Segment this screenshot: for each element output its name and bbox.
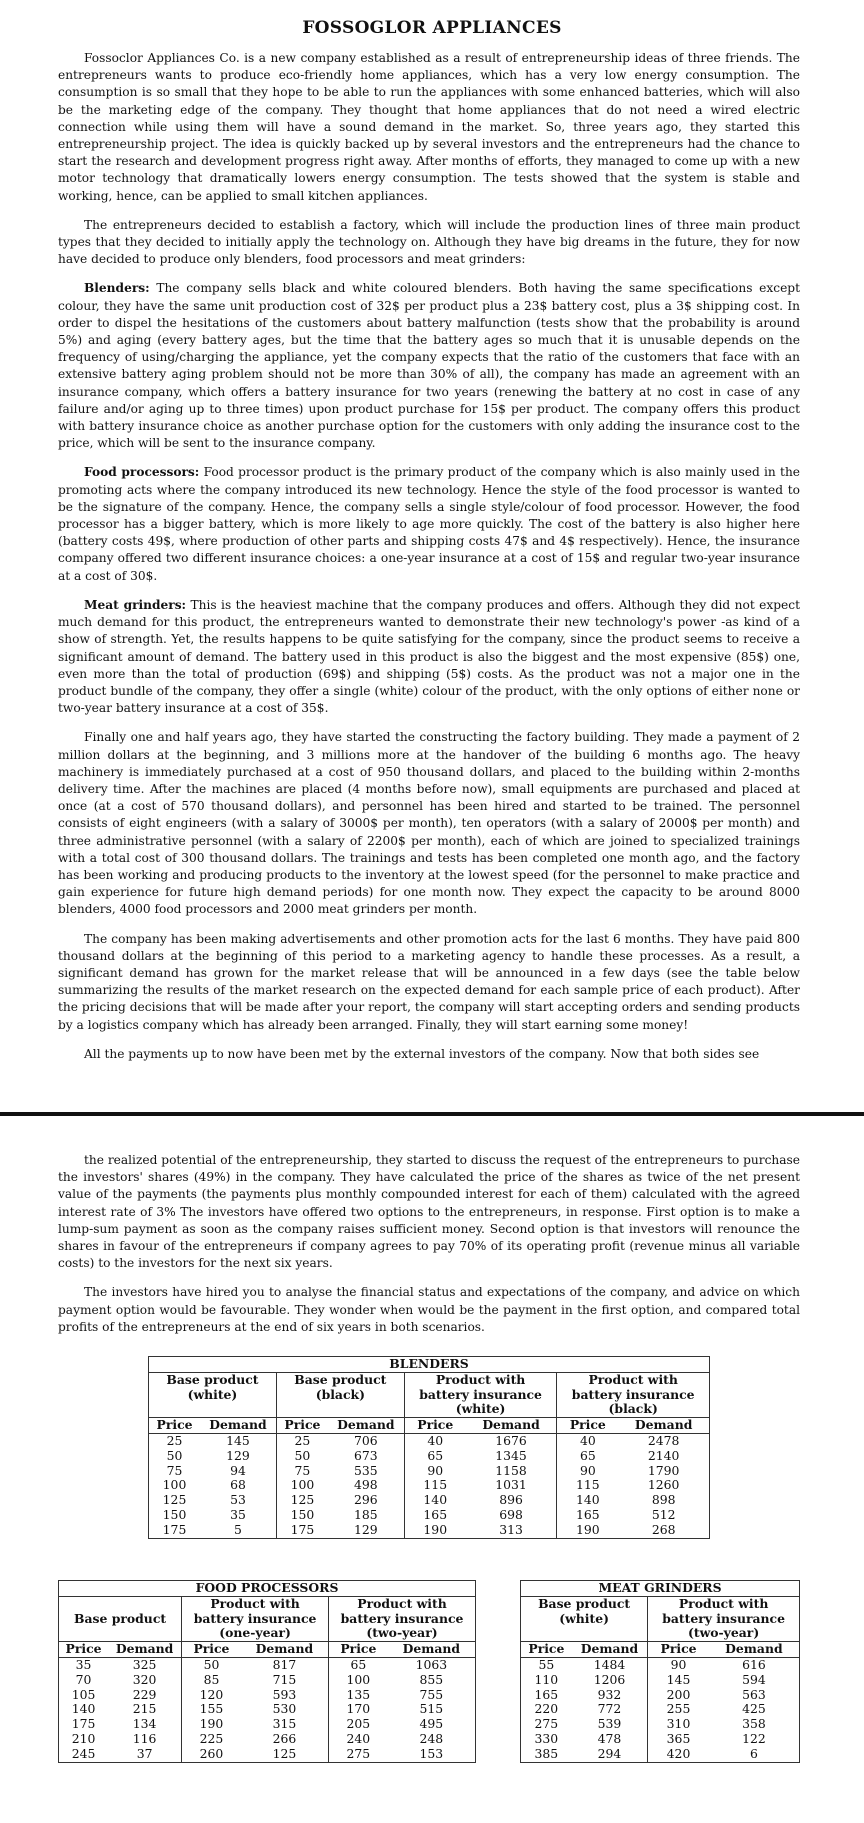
table-row: [149, 1523, 710, 1538]
table-row: [59, 1732, 476, 1747]
paragraph-text: Fossoclor Appliances Co. is a new company established as a result of entrepreneurship ideas of three friends. The entrepreneurs wants to produce eco-friendly home appliances, which has a very low energy consumption. The consumption is so small that they hope to be able to run the appliances with some enhanced batteries, which will also be the marketing edge of the company. They thought that home appliances that do not need a wired electric connection while using them will have a sound demand in the market. So, three years ago, they started this entrepreneurship project. The idea is quickly backed up by several investors and the entrepreneurs had the chance to start the research and development progress right away. After months of efforts, they managed to come up with a new motor technology that dramatically lowers energy consumption. The tests showed that the system is stable and working, hence, can be applied to small kitchen appliances.: [58, 51, 800, 203]
price-cell: 90: [404, 1464, 465, 1479]
demand-cell: 125: [241, 1747, 329, 1762]
demand-cell: 715: [272, 1671, 297, 1687]
group-header: Base product: [276, 1372, 404, 1387]
demand-cell: 215: [132, 1701, 157, 1717]
price-cell: 175: [276, 1523, 328, 1538]
group-header: [149, 1402, 277, 1417]
price-cell: 365: [648, 1732, 709, 1747]
demand-cell: 755: [388, 1688, 476, 1703]
price-cell: 150: [149, 1508, 201, 1523]
price-cell: 385: [521, 1747, 572, 1762]
page-2-text: [58, 1152, 800, 1348]
group-header: Base product: [59, 1596, 182, 1641]
demand-cell: 1063: [388, 1657, 476, 1672]
group-header: (white): [521, 1612, 648, 1627]
price-cell: 260: [182, 1747, 241, 1762]
price-cell: 205: [329, 1717, 388, 1732]
page-1-text: [58, 50, 800, 1075]
demand-cell: 266: [272, 1730, 297, 1746]
paragraph-text: All the payments up to now have been met by the external investors of the company. Now that both sides see: [84, 1046, 760, 1061]
meat-grinders-caption: MEAT GRINDERS: [521, 1581, 800, 1597]
price-cell: 100: [149, 1478, 201, 1493]
demand-cell: 294: [572, 1747, 648, 1762]
group-header: Base product: [521, 1596, 648, 1611]
price-cell: 75: [276, 1464, 328, 1479]
blenders-table: [148, 1356, 710, 1539]
paragraph: [58, 1152, 800, 1272]
price-cell: 190: [404, 1523, 465, 1538]
table-row: [59, 1747, 476, 1762]
price-cell: 255: [648, 1702, 709, 1717]
col-price: Price: [182, 1642, 241, 1658]
demand-cell: 185: [354, 1506, 378, 1522]
demand-cell: 425: [709, 1702, 800, 1717]
group-header: battery insurance: [404, 1388, 557, 1403]
col-price: Price: [276, 1418, 328, 1434]
table-row: [149, 1508, 710, 1523]
demand-cell: 37: [108, 1747, 182, 1762]
col-demand: Demand: [241, 1642, 329, 1658]
group-header: [521, 1626, 648, 1641]
price-cell: 65: [557, 1449, 618, 1464]
group-header: (white): [149, 1388, 277, 1403]
price-cell: 110: [521, 1673, 572, 1688]
demand-cell: 898: [618, 1493, 709, 1508]
table-row: [521, 1717, 800, 1732]
price-cell: 70: [59, 1673, 109, 1688]
price-cell: 65: [404, 1449, 465, 1464]
table-row: [149, 1478, 710, 1493]
price-cell: 125: [276, 1493, 328, 1508]
demand-cell: 706: [354, 1432, 378, 1448]
meat-grinders-table: [520, 1580, 800, 1763]
paragraph: [58, 464, 800, 584]
demand-cell: 563: [709, 1688, 800, 1703]
price-cell: 115: [557, 1478, 618, 1493]
demand-cell: 539: [597, 1716, 622, 1732]
group-header: Product with: [557, 1372, 710, 1387]
demand-cell: 673: [354, 1447, 378, 1463]
col-demand: Demand: [572, 1642, 648, 1658]
price-cell: 240: [329, 1732, 388, 1747]
demand-cell: 932: [597, 1686, 622, 1702]
group-header: (black): [276, 1388, 404, 1403]
demand-cell: 594: [709, 1673, 800, 1688]
demand-cell: 2140: [618, 1449, 709, 1464]
demand-cell: 145: [226, 1432, 250, 1448]
col-demand: Demand: [200, 1418, 276, 1434]
demand-cell: 129: [226, 1447, 250, 1463]
demand-cell: 325: [132, 1656, 157, 1672]
price-cell: 165: [557, 1508, 618, 1523]
table-row: [521, 1732, 800, 1747]
demand-cell: 616: [709, 1657, 800, 1672]
demand-cell: 129: [328, 1523, 404, 1538]
demand-cell: 134: [132, 1716, 157, 1732]
price-cell: 40: [557, 1433, 618, 1448]
table-row: [59, 1717, 476, 1732]
page-2: [0, 1116, 864, 1823]
demand-cell: 35: [230, 1506, 246, 1522]
table-row: [521, 1702, 800, 1717]
demand-cell: 698: [499, 1506, 523, 1522]
blenders-caption: BLENDERS: [149, 1357, 710, 1373]
demand-cell: 94: [230, 1462, 246, 1478]
paragraph: [58, 1046, 800, 1063]
demand-cell: 1345: [495, 1447, 527, 1463]
paragraph-lead: Blenders:: [84, 281, 150, 296]
group-header: Product with: [329, 1596, 476, 1611]
price-cell: 330: [521, 1732, 572, 1747]
paragraph: [58, 597, 800, 717]
group-header: Product with: [182, 1596, 329, 1611]
col-demand: Demand: [466, 1418, 557, 1434]
paragraph-lead: Food processors:: [84, 465, 200, 480]
group-header: (two-year): [329, 1626, 476, 1641]
price-cell: 120: [182, 1688, 241, 1703]
table-row: [59, 1688, 476, 1703]
price-cell: 100: [329, 1673, 388, 1688]
paragraph: [58, 931, 800, 1034]
demand-cell: 358: [709, 1717, 800, 1732]
price-cell: 90: [557, 1464, 618, 1479]
demand-cell: 296: [354, 1492, 378, 1508]
col-demand: Demand: [328, 1418, 404, 1434]
paragraph-text: The company sells black and white coloured blenders. Both having the same specifications except colour, they have the same unit production cost of 32$ per product plus a 23$ battery cost, plus a 3$ shipping cost. In order to dispel the hesitations of the customers about battery malfunction (tests show that the probability is around 5%) and aging (every battery ages, but the time that the battery ages so much that it is unusable depends on the frequency of using/charging the appliance, yet the company expects that the ratio of the customers that face with an extensive battery aging problem should not be more than 30% of all), the company has made an agreement with an insurance company, which offers a battery insurance for two years (renewing the battery at no cost in case of any failure and/or aging up to three times) upon product purchase for 15$ per product. The company offers this product with battery insurance choice as another purchase option for the customers with only adding the insurance cost to the price, which will be sent to the insurance company.: [58, 281, 800, 451]
paragraph: [58, 1284, 800, 1336]
price-cell: 140: [59, 1702, 109, 1717]
paragraph: [58, 217, 800, 269]
price-cell: 85: [182, 1673, 241, 1688]
demand-cell: 53: [230, 1492, 246, 1508]
col-price: Price: [404, 1418, 465, 1434]
demand-cell: 855: [388, 1673, 476, 1688]
col-price: Price: [557, 1418, 618, 1434]
demand-cell: 1676: [495, 1432, 527, 1448]
col-price: Price: [648, 1642, 709, 1658]
paragraph-text: Finally one and half years ago, they have started the constructing the factory building. They made a payment of 2 million dollars at the beginning, and 3 millions more at the handover of the building 6 months ago. The heavy machinery is immediately purchased at a cost of 950 thousand dollars, and placed to the building within 2-months delivery time. After the machines are placed (4 months before now), small equipments are purchased and placed at once (at a cost of 570 thousand dollars), and personnel has been hired and started to be trained. The personnel consists of eight engineers (with a salary of 3000$ per month), ten operators (with a salary of 2000$ per month) and three administrative personnel (with a salary of 2200$ per month), each of which are joined to specialized trainings with a total cost of 300 thousand dollars. The trainings and tests has been completed one month ago, and the factory has been working and producing products to the inventory at the lowest speed (for the personnel to make practice and gain experience for future high demand periods) for one month now. They expect the capacity to be around 8000 blenders, 4000 food processors and 2000 meat grinders per month.: [58, 730, 800, 917]
document-title: FOSSOGLOR APPLIANCES: [302, 18, 562, 38]
table-row: [149, 1493, 710, 1508]
demand-cell: 593: [272, 1686, 297, 1702]
col-price: Price: [59, 1642, 109, 1658]
price-cell: 50: [276, 1449, 328, 1464]
table-row: [521, 1747, 800, 1762]
price-cell: 105: [59, 1688, 109, 1703]
demand-cell: 1260: [618, 1478, 709, 1493]
demand-cell: 817: [272, 1656, 297, 1672]
table-row: [59, 1657, 476, 1672]
price-cell: 190: [182, 1717, 241, 1732]
price-cell: 65: [329, 1657, 388, 1672]
table-row: [149, 1464, 710, 1479]
col-demand: Demand: [709, 1642, 800, 1658]
price-cell: 220: [521, 1702, 572, 1717]
price-cell: 170: [329, 1702, 388, 1717]
paragraph-text: Food processor product is the primary product of the company which is also mainly used in the promoting acts where the company introduced its new technology. Hence the style of the food processor is wanted to be the signature of the company. Hence, the company sells a single style/colour of food processor. However, the food processor has a bigger battery, which is more likely to age more quickly. The cost of the battery is also higher here (battery costs 49$, where production of other parts and shipping costs 47$ and 4$ respectively). Hence, the insurance company offered two different insurance choices: a one-year insurance at a cost of 15$ and regular two-year insurance at a cost of 30$.: [58, 465, 801, 583]
price-cell: 155: [182, 1702, 241, 1717]
price-cell: 165: [521, 1688, 572, 1703]
paragraph-lead: Meat grinders:: [84, 597, 187, 612]
price-cell: 55: [521, 1657, 572, 1672]
food-processors-table: [58, 1580, 476, 1763]
price-cell: 275: [521, 1717, 572, 1732]
demand-cell: 268: [618, 1523, 709, 1538]
demand-cell: 495: [388, 1717, 476, 1732]
table-row: [59, 1673, 476, 1688]
demand-cell: 315: [272, 1716, 297, 1732]
price-cell: 140: [557, 1493, 618, 1508]
demand-cell: 1206: [593, 1671, 626, 1687]
demand-cell: 6: [709, 1747, 800, 1762]
col-demand: Demand: [618, 1418, 709, 1434]
demand-cell: 313: [466, 1523, 557, 1538]
demand-cell: 530: [272, 1701, 297, 1717]
table-row: [521, 1657, 800, 1672]
price-cell: 135: [329, 1688, 388, 1703]
table-row: [521, 1688, 800, 1703]
demand-cell: 1790: [618, 1464, 709, 1479]
paragraph-text: the realized potential of the entrepreneurship, they started to discuss the request of the entrepreneurs to purchase the investors' shares (49%) in the company. They have calculated the price of the shares as twice of the net present value of the payments (the payments plus monthly compounded interest for each of them) calculated with the agreed interest rate of 3% The investors have offered two options to the entrepreneurs, in response. First option is to make a lump-sum payment as soon as the company raises sufficient money. Second option is that investors will renounce the shares in favour of the entrepreneurs if company agrees to pay 70% of its operating profit (revenue minus all variable costs) to the investors for the next six years.: [58, 1153, 800, 1271]
paragraph-text: The entrepreneurs decided to establish a factory, which will include the production lines of three main product types that they decided to initially apply the technology on. Although they have big dreams in the future, they for now have decided to produce only blenders, food processors and meat grinders:: [58, 217, 800, 267]
demand-cell: 2478: [618, 1433, 709, 1448]
demand-cell: 498: [354, 1477, 378, 1493]
price-cell: 140: [404, 1493, 465, 1508]
demand-cell: 1031: [495, 1477, 527, 1493]
table-row: [59, 1702, 476, 1717]
price-cell: 145: [648, 1673, 709, 1688]
group-header: (two-year): [648, 1626, 800, 1641]
price-cell: 25: [149, 1433, 201, 1448]
demand-cell: 320: [132, 1671, 157, 1687]
col-demand: Demand: [388, 1642, 476, 1658]
price-cell: 125: [149, 1493, 201, 1508]
group-header: (black): [557, 1402, 710, 1417]
price-cell: 40: [404, 1433, 465, 1448]
paragraph: [58, 280, 800, 452]
demand-cell: 535: [354, 1462, 378, 1478]
price-cell: 175: [59, 1717, 109, 1732]
paragraph: [58, 729, 800, 918]
price-cell: 50: [149, 1449, 201, 1464]
price-cell: 165: [404, 1508, 465, 1523]
demand-cell: 116: [132, 1730, 157, 1746]
paragraph: [58, 50, 800, 205]
price-cell: 245: [59, 1747, 109, 1762]
group-header: Product with: [648, 1596, 800, 1611]
col-price: Price: [149, 1418, 201, 1434]
demand-cell: 478: [597, 1730, 622, 1746]
group-header: Product with: [404, 1372, 557, 1387]
price-cell: 150: [276, 1508, 328, 1523]
group-header: [276, 1402, 404, 1417]
paragraph-text: The company has been making advertisements and other promotion acts for the last 6 months. They have paid 800 thousand dollars at the beginning of this period to a marketing agency to handle these processes. As a result, a significant demand has grown for the market release that will be announced in a few days (see the table below summarizing the results of the market research on the expected demand for each sample price of each product). After the pricing decisions that will be made after your report, the company will start accepting orders and sending products by a logistics company which has already been arranged. Finally, they will start earning some money!: [58, 931, 800, 1032]
price-cell: 100: [276, 1478, 328, 1493]
col-price: Price: [329, 1642, 388, 1658]
demand-cell: 512: [618, 1508, 709, 1523]
price-cell: 190: [557, 1523, 618, 1538]
demand-cell: 229: [132, 1686, 157, 1702]
demand-cell: 122: [709, 1732, 800, 1747]
group-header: battery insurance: [329, 1612, 476, 1627]
demand-cell: 772: [597, 1701, 622, 1717]
group-header: battery insurance: [557, 1388, 710, 1403]
price-cell: 115: [404, 1478, 465, 1493]
demand-cell: 68: [230, 1477, 246, 1493]
col-price: Price: [521, 1642, 572, 1658]
price-cell: 310: [648, 1717, 709, 1732]
paragraph-text: The investors have hired you to analyse the financial status and expectations of the company, and advice on which payment option would be favourable. They wonder when would be the payment in the first option, and compared total profits of the entrepreneurs at the end of six years in both scenarios.: [58, 1285, 800, 1334]
food-processors-caption: FOOD PROCESSORS: [59, 1581, 476, 1597]
price-cell: 275: [329, 1747, 388, 1762]
demand-cell: 5: [200, 1523, 276, 1538]
group-header: (one-year): [182, 1626, 329, 1641]
group-header: battery insurance: [182, 1612, 329, 1627]
price-cell: 210: [59, 1732, 109, 1747]
table-row: [149, 1449, 710, 1464]
demand-cell: 153: [388, 1747, 476, 1762]
price-cell: 25: [276, 1433, 328, 1448]
demand-cell: 1158: [495, 1462, 527, 1478]
price-cell: 50: [182, 1657, 241, 1672]
price-cell: 35: [59, 1657, 109, 1672]
price-cell: 175: [149, 1523, 201, 1538]
demand-cell: 896: [499, 1492, 523, 1508]
group-header: battery insurance: [648, 1612, 800, 1627]
group-header: (white): [404, 1402, 557, 1417]
paragraph-text: This is the heaviest machine that the company produces and offers. Although they did not expect much demand for this product, the entrepreneurs wanted to demonstrate their new technology's power -as kind of a show of strength. Yet, the results happens to be quite satisfying for the company, since the product seems to receive a significant amount of demand. The battery used in this product is also the biggest and the most expensive (85$) one, even more than the total of production (69$) and shipping (5$) costs. As the product was not a major one in the product bundle of the company, they offer a single (white) colour of the product, with the only options of either none or two-year battery insurance at a cost of 35$.: [58, 597, 800, 716]
table-row: [521, 1673, 800, 1688]
price-cell: 420: [648, 1747, 709, 1762]
demand-cell: 515: [388, 1702, 476, 1717]
table-row: [149, 1433, 710, 1448]
price-cell: 75: [149, 1464, 201, 1479]
demand-cell: 1484: [593, 1656, 626, 1672]
price-cell: 225: [182, 1732, 241, 1747]
group-header: Base product: [149, 1372, 277, 1387]
price-cell: 200: [648, 1688, 709, 1703]
col-demand: Demand: [108, 1642, 182, 1658]
price-cell: 90: [648, 1657, 709, 1672]
demand-cell: 248: [388, 1732, 476, 1747]
